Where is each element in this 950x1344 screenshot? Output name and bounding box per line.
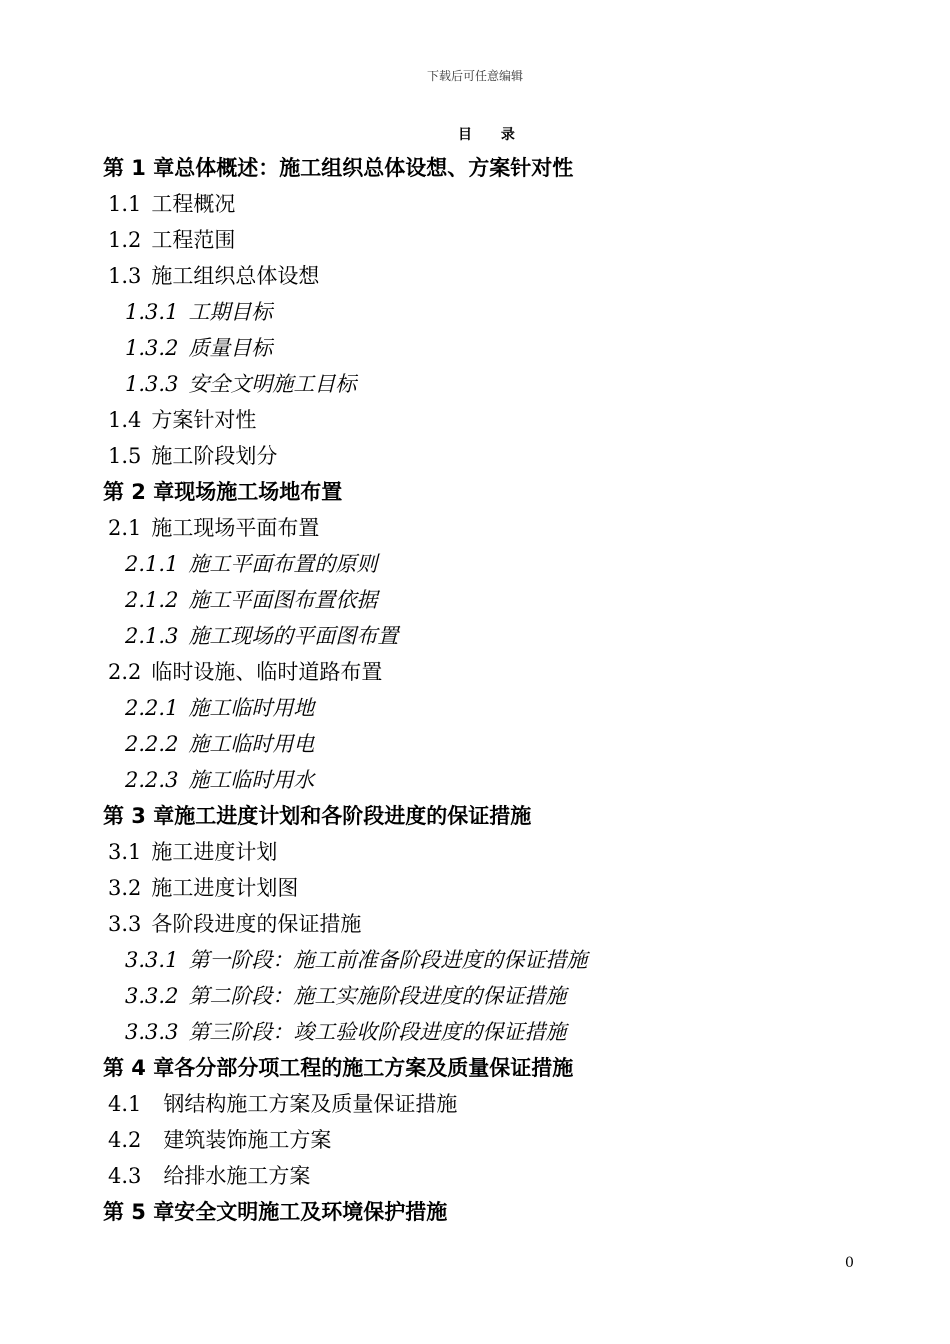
toc-section[interactable]: [0, 1158, 950, 1194]
toc-chapter[interactable]: [0, 1194, 950, 1230]
toc-entry-text: 安全文明施工及环境保护措施: [174, 1200, 448, 1224]
toc-entry-number: 1.3.2: [125, 336, 179, 360]
toc-section[interactable]: [0, 510, 950, 546]
toc-entry-number: 2.1.2: [125, 588, 179, 612]
toc-section[interactable]: [0, 870, 950, 906]
toc-entry-text: 工程概况: [151, 192, 236, 216]
toc-entry-text: 施工平面布置的原则: [188, 552, 378, 576]
toc-title: 目 录: [458, 127, 527, 143]
toc-entry-number: 3.3.3: [125, 1020, 179, 1044]
toc-subsection[interactable]: [0, 366, 950, 402]
toc-entry-number: 2.2.1: [125, 696, 179, 720]
toc-entry-text: 第三阶段：竣工验收阶段进度的保证措施: [188, 1020, 567, 1044]
toc-entry-number: 1.5: [108, 444, 142, 468]
toc-entry-text: 现场施工场地布置: [174, 480, 343, 504]
toc-entry-number: 第 3 章: [103, 804, 175, 828]
toc-subsection[interactable]: [0, 978, 950, 1014]
toc-section[interactable]: [0, 186, 950, 222]
toc-subsection[interactable]: [0, 294, 950, 330]
toc-entry-number: 4.2: [108, 1128, 142, 1152]
header-note: 下载后可任意编辑: [426, 69, 523, 83]
toc-subsection[interactable]: [0, 942, 950, 978]
toc-chapter[interactable]: [0, 150, 950, 186]
toc-entry-number: 4.3: [108, 1164, 142, 1188]
toc-entry-text: 第一阶段：施工前准备阶段进度的保证措施: [188, 948, 588, 972]
toc-entry-number: 3.1: [108, 840, 142, 864]
toc-subsection[interactable]: [0, 330, 950, 366]
toc-subsection[interactable]: [0, 690, 950, 726]
toc-list: [0, 150, 950, 1230]
toc-entry-text: 各分部分项工程的施工方案及质量保证措施: [174, 1056, 574, 1080]
toc-entry-text: 方案针对性: [151, 408, 257, 432]
toc-chapter[interactable]: [0, 474, 950, 510]
toc-entry-text: 钢结构施工方案及质量保证措施: [163, 1092, 458, 1116]
toc-entry-number: 2.1.1: [125, 552, 179, 576]
toc-entry-number: 3.3: [108, 912, 142, 936]
toc-entry-number: 1.4: [108, 408, 142, 432]
toc-entry-text: 总体概述：施工组织总体设想、方案针对性: [174, 156, 574, 180]
toc-section[interactable]: [0, 1122, 950, 1158]
toc-entry-number: 2.2.3: [125, 768, 179, 792]
toc-subsection[interactable]: [0, 1014, 950, 1050]
toc-entry-number: 2.2.2: [125, 732, 179, 756]
toc-subsection[interactable]: [0, 726, 950, 762]
toc-entry-text: 各阶段进度的保证措施: [151, 912, 362, 936]
toc-subsection[interactable]: [0, 546, 950, 582]
toc-entry-text: 第二阶段：施工实施阶段进度的保证措施: [188, 984, 567, 1008]
toc-chapter[interactable]: [0, 1050, 950, 1086]
toc-entry-text: 施工现场的平面图布置: [188, 624, 399, 648]
toc-entry-number: 3.3.1: [125, 948, 179, 972]
page-number: 0: [845, 1255, 854, 1271]
toc-entry-text: 工期目标: [188, 300, 273, 324]
toc-entry-text: 施工临时用电: [188, 732, 315, 756]
toc-subsection[interactable]: [0, 582, 950, 618]
toc-entry-number: 4.1: [108, 1092, 142, 1116]
toc-section[interactable]: [0, 438, 950, 474]
toc-entry-number: 1.2: [108, 228, 142, 252]
toc-section[interactable]: [0, 402, 950, 438]
toc-entry-number: 第 1 章: [103, 156, 175, 180]
toc-entry-text: 工程范围: [151, 228, 236, 252]
toc-entry-text: 施工进度计划图: [151, 876, 299, 900]
toc-chapter[interactable]: [0, 798, 950, 834]
toc-entry-number: 第 2 章: [103, 480, 175, 504]
toc-section[interactable]: [0, 1086, 950, 1122]
toc-entry-text: 给排水施工方案: [163, 1164, 311, 1188]
toc-subsection[interactable]: [0, 618, 950, 654]
toc-entry-number: 1.3: [108, 264, 142, 288]
toc-entry-text: 施工临时用水: [188, 768, 315, 792]
toc-entry-number: 第 5 章: [103, 1200, 175, 1224]
toc-entry-text: 安全文明施工目标: [188, 372, 357, 396]
toc-entry-text: 施工现场平面布置: [151, 516, 320, 540]
toc-entry-text: 临时设施、临时道路布置: [151, 660, 383, 684]
toc-entry-text: 施工临时用地: [188, 696, 315, 720]
toc-entry-text: 施工组织总体设想: [151, 264, 320, 288]
toc-entry-text: 质量目标: [188, 336, 273, 360]
toc-section[interactable]: [0, 258, 950, 294]
toc-entry-number: 1.3.3: [125, 372, 179, 396]
toc-entry-text: 建筑装饰施工方案: [163, 1128, 332, 1152]
toc-entry-number: 第 4 章: [103, 1056, 175, 1080]
toc-entry-text: 施工平面图布置依据: [188, 588, 378, 612]
toc-entry-number: 1.3.1: [125, 300, 179, 324]
toc-entry-text: 施工进度计划和各阶段进度的保证措施: [174, 804, 532, 828]
toc-entry-number: 2.1.3: [125, 624, 179, 648]
toc-subsection[interactable]: [0, 762, 950, 798]
toc-entry-number: 2.1: [108, 516, 142, 540]
toc-entry-number: 2.2: [108, 660, 142, 684]
toc-entry-text: 施工进度计划: [151, 840, 278, 864]
toc-entry-number: 3.3.2: [125, 984, 179, 1008]
toc-section[interactable]: [0, 906, 950, 942]
toc-entry-number: 3.2: [108, 876, 142, 900]
toc-entry-number: 1.1: [108, 192, 142, 216]
toc-section[interactable]: [0, 654, 950, 690]
toc-section[interactable]: [0, 222, 950, 258]
toc-entry-text: 施工阶段划分: [151, 444, 278, 468]
toc-section[interactable]: [0, 834, 950, 870]
